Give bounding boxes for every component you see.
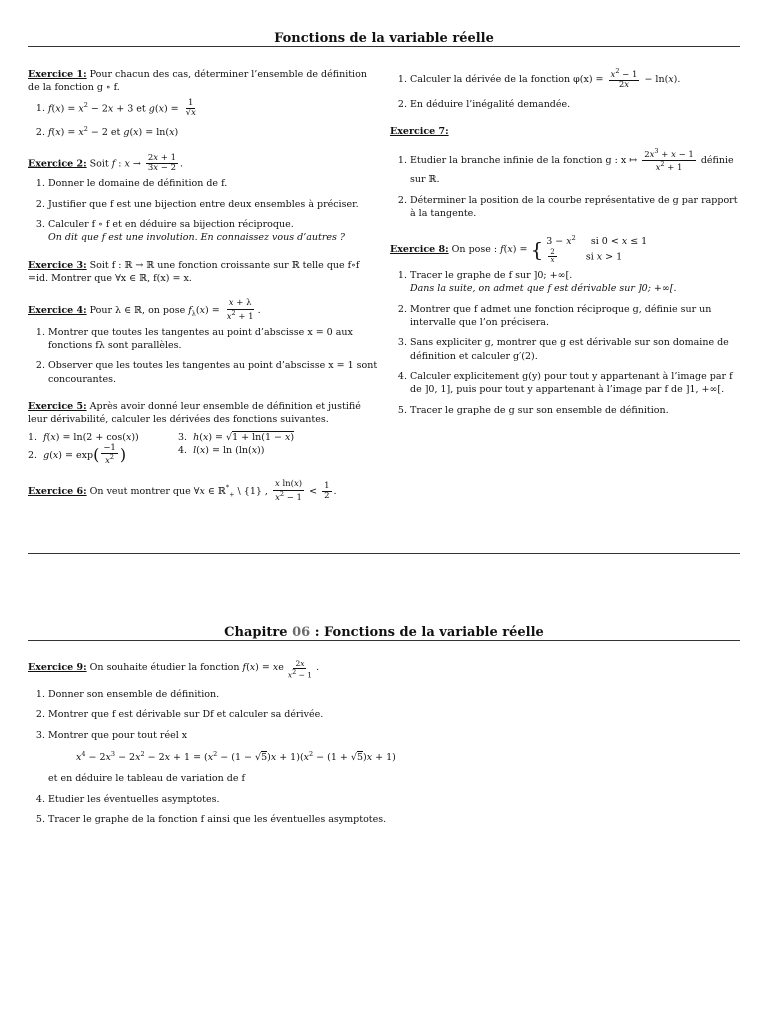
left-column — [28, 68, 380, 517]
exercise-3 — [28, 259, 380, 286]
list-item: 1. $f(x) = x^2 - 2x + 3$ et g(x) = $\frac{1}{√x}$ — [48, 99, 380, 119]
exercise-heading: Exercice 6: — [28, 486, 87, 498]
exercise-4: Exercice 4: Pour λ ∈ ℝ, on pose $f_\lambda(x)$ = $\frac{x + \lambda}{x^2 + 1}$ . 1. Montrer que toutes les tangentes au point d’abscisse x = 0 aux fonctions fλ sont parallèles. 2. Observer que les toutes les tangentes au point d’abscisse x = 1 sont concourantes. — [28, 299, 380, 386]
list-item-text: Montrer que pour tout réel x — [48, 729, 188, 741]
exercise-heading: Exercice 3: — [28, 259, 87, 271]
list-item: 2. Déterminer la position de la courbe représentative de g par rapport à la tangente. — [410, 194, 742, 221]
function-grid — [28, 431, 380, 467]
list-item: 1. Donner le domaine de définition de f. — [48, 177, 380, 190]
list-item: 1. Donner son ensemble de définition. — [48, 688, 740, 701]
list-item: 3. Sans expliciter g, montrer que g est dérivable sur son domaine de définition et calculer g′(2). — [410, 336, 742, 363]
exercise-text: On veut montrer que — [89, 486, 191, 498]
title-rule — [28, 46, 740, 47]
list-item — [48, 729, 740, 786]
exercise-heading: Exercice 8: — [390, 244, 449, 256]
chapter-title-text: : Fonctions de la variable réelle — [314, 625, 544, 640]
list-item: 1. Etudier la branche infinie de la fonction g : x ↦ $\frac{2x^3 + x - 1}{x^2 + 1}$ définie sur ℝ. — [410, 148, 742, 187]
exercise-8: Exercice 8: On pose : f(x) = { $3 - x^2$ si 0 < x ≤ 1 $\frac{2}{x}$ si x > 1 1. Tracer le graphe de f sur ]0; +∞[. Dans la suite, on admet que f est dérivable sur ]0; +∞[. 2. Montrer que f admet une fonction réciproque g, définie sur un intervalle que l’on précisera. 3. Sans expliciter g, montrer que g est dérivable sur son domaine de définition et calculer g′(2). 4. Calculer explicitement g(y) pour tout y appartenant à l’image par f de ]0, 1], puis pour tout y appartenant à l’image par f de ]1, +∞[. 5. Tracer le graphe de g sur son ensemble de définition. — [390, 234, 742, 417]
exercise-list — [28, 688, 740, 826]
exercise-heading: Exercice 2: — [28, 158, 87, 170]
exercise-text: On souhaite étudier la fonction — [89, 662, 240, 674]
list-item: 4. Calculer explicitement g(y) pour tout y appartenant à l’image par f de ]0, 1], puis pour tout y appartenant à l’image par f de ]1, +∞[. — [410, 370, 742, 397]
list-item: 2. Observer que les toutes les tangentes au point d’abscisse x = 1 sont concourantes. — [48, 359, 380, 386]
note-text: Dans la suite, on admet que f est dérivable sur ]0; +∞[. — [410, 283, 677, 295]
chapter-number: 06 — [292, 625, 311, 640]
page-bottom-rule — [28, 553, 740, 554]
list-item: 1. Montrer que toutes les tangentes au point d’abscisse x = 0 aux fonctions fλ sont parallèles. — [48, 326, 380, 353]
exercise-list — [28, 99, 380, 140]
list-item: 2. Justifier que f est une bijection entre deux ensembles à préciser. — [48, 198, 380, 211]
list-item: 2. Montrer que f est dérivable sur Df et calculer sa dérivée. — [48, 708, 740, 721]
chapter-prefix: Chapitre — [224, 625, 288, 640]
exercise-list — [28, 177, 380, 244]
exercise-text: Soit f : ℝ → ℝ une fonction croissante sur ℝ telle que f∘f =id. Montrer que ∀x ∈ ℝ, f(x) = x. — [28, 259, 360, 284]
exercise-5 — [28, 400, 380, 466]
list-item — [48, 218, 380, 245]
exercise-heading: Exercice 4: — [28, 304, 87, 316]
exercise-6: Exercice 6: On veut montrer que ∀x ∈ ℝ*$_+$ \ {1} , $\frac{\text{x ln(x)}}{x^2 - 1}$ < $\frac{1}{2}$ . — [28, 479, 337, 503]
exercise-heading: Exercice 7: — [390, 125, 449, 137]
function-item: 1. f(x) = ln(2 + cos(x)) — [28, 431, 139, 443]
list-item-text: Calculer la dérivée de la fonction φ(x) = — [410, 73, 604, 85]
function-item: 4. l(x) = ln (ln(x)) — [178, 444, 265, 456]
exercise-list — [390, 148, 742, 220]
exercise-text: Pour chacun des cas, déterminer l’ensemble de définition de la fonction g ∘ f. — [28, 69, 367, 94]
list-item — [410, 269, 742, 296]
function-item: 2. g(x) = exp( $\frac{-1}{x^2}$ ) — [28, 442, 127, 466]
right-column — [390, 68, 742, 431]
list-item: 1. Calculer la dérivée de la fonction φ(x) = $\frac{x^2 - 1}{2x}$ − ln(x). — [410, 68, 742, 91]
function-item: 3. h(x) = √1 + ln(1 − x) — [178, 431, 295, 443]
polynomial-identity: $x^4 - 2x^3 - 2x^2 - 2x + 1 = (x^2 - (1 - √5)x + 1)(x^2 - (1 + √5)x + 1)$ — [76, 749, 396, 764]
note-text: On dit que f est une involution. En connaissez vous d’autres ? — [48, 232, 346, 244]
exercise-6-continued — [390, 68, 742, 111]
list-item: 2. $f(x) = x^2 - 2$ et g(x) = ln(x) — [48, 125, 380, 139]
exercise-text: Après avoir donné leur ensemble de définition et justifié leur dérivabilité, calculer les dérivées des fonctions suivantes. — [28, 400, 361, 426]
list-item: 5. Tracer le graphe de la fonction f ainsi que les éventuelles asymptotes. — [48, 813, 740, 826]
exercise-list — [28, 326, 380, 386]
exercise-intro: Exercice 9: On souhaite étudier la fonction f(x) = xe $\frac{2x}{x^2 - 1}$ . — [28, 659, 320, 680]
list-item: 2. Montrer que f admet une fonction réciproque g, définie sur un intervalle que l’on précisera. — [410, 303, 742, 330]
exercise-heading: Exercice 9: — [28, 662, 87, 674]
exercise-9 — [28, 660, 740, 833]
list-item-text: Etudier la branche infinie de la fonction g : x ↦ — [410, 155, 638, 167]
list-item: 5. Tracer le graphe de g sur son ensemble de définition. — [410, 404, 742, 417]
list-item-text: Calculer f ∘ f et en déduire sa bijection réciproque. — [48, 219, 294, 231]
exercise-text: On pose : — [451, 244, 498, 256]
exercise-heading: Exercice 1: — [28, 69, 87, 80]
list-item: 4. Etudier les éventuelles asymptotes. — [48, 793, 740, 806]
page-title: Fonctions de la variable réelle — [274, 31, 494, 46]
exercise-1 — [28, 68, 380, 140]
exercise-list — [390, 269, 742, 417]
exercise-list — [390, 68, 742, 111]
piecewise-definition: $3 - x^2$ si 0 < x ≤ 1 $\frac{2}{x}$ si x > 1 — [546, 234, 648, 265]
exercise-7 — [390, 125, 742, 221]
chapter-rule — [28, 640, 740, 641]
list-item-text: Tracer le graphe de f sur ]0; +∞[. — [410, 270, 573, 282]
list-item-continuation: et en déduire le tableau de variation de f — [48, 773, 245, 785]
exercise-heading: Exercice 5: — [28, 400, 87, 412]
exercise-2: Exercice 2: Soit f : x → $\frac{2x + 1}{3x - 2}$ . 1. Donner le domaine de définition de f. 2. Justifier que f est une bijection entre deux ensembles à préciser. 3. Calculer f ∘ f et en déduire sa bijection réciproque. On dit que f est une involution. En connaissez vous d’autres ? — [28, 154, 380, 245]
list-item: 2. En déduire l’inégalité demandée. — [410, 98, 742, 111]
